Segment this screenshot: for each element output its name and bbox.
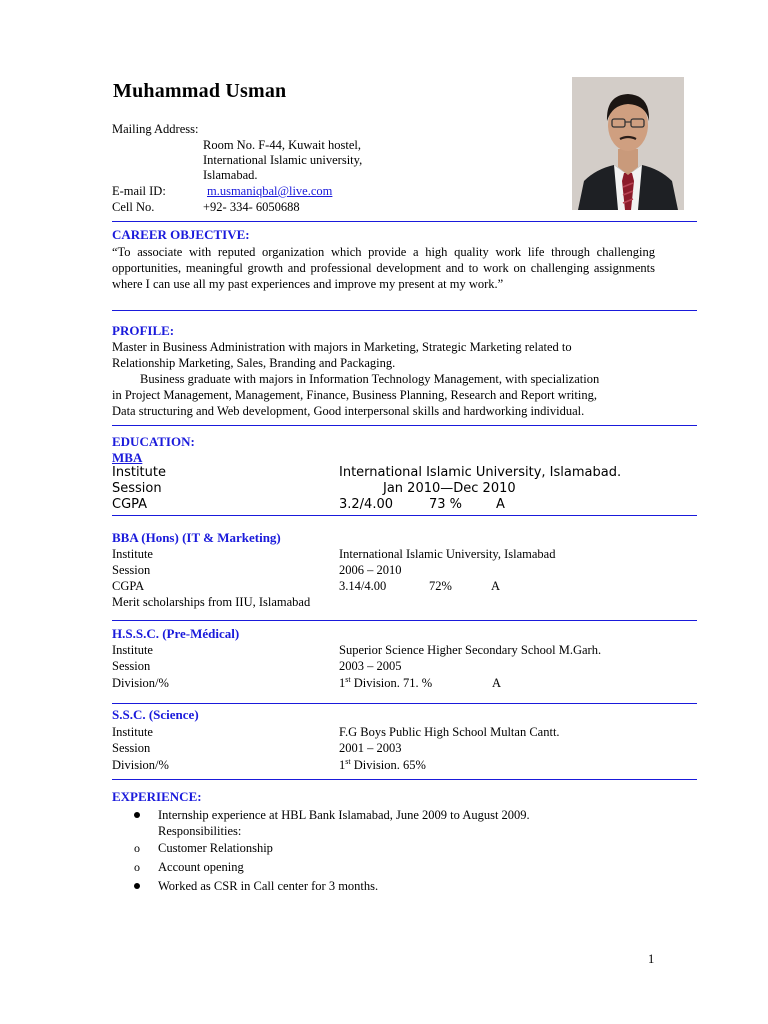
bba-percent: 72% xyxy=(429,579,452,593)
email-label: E-mail ID: xyxy=(112,184,166,198)
profile-line: in Project Management, Management, Finance, Business Planning, Research and Report writing, xyxy=(112,388,597,402)
education-heading: EDUCATION: xyxy=(112,434,195,449)
ssc-division-label: Division/% xyxy=(112,758,169,772)
hssc-grade: A xyxy=(492,676,502,690)
bba-scholarship-note: Merit scholarships from IIU, Islamabad xyxy=(112,595,311,609)
mailing-address-label: Mailing Address: xyxy=(112,122,199,136)
bba-cgpa: 3.14/4.00 xyxy=(339,579,387,593)
bba-institute: International Islamic University, Islamabad xyxy=(339,547,556,561)
address-line: Room No. F-44, Kuwait hostel, xyxy=(203,138,361,152)
mba-institute: International Islamic University, Islamabad. xyxy=(339,465,622,480)
career-objective-heading: CAREER OBJECTIVE: xyxy=(112,227,250,242)
email-link[interactable]: m.usmaniqbal@live.com xyxy=(207,184,333,198)
hssc-division-label: Division/% xyxy=(112,676,169,690)
circle-bullet-icon: o xyxy=(134,841,140,855)
cell-label: Cell No. xyxy=(112,200,155,214)
mba-grade: A xyxy=(496,497,505,512)
bba-institute-label: Institute xyxy=(112,547,153,561)
mba-cgpa: 3.2/4.00 xyxy=(339,497,393,512)
experience-item-sub: Responsibilities: xyxy=(158,824,242,838)
section-divider xyxy=(112,310,697,311)
mba-institute-label: Institute xyxy=(112,465,166,480)
hssc-session-label: Session xyxy=(112,659,151,673)
bba-cgpa-label: CGPA xyxy=(112,579,145,593)
section-divider xyxy=(112,515,697,516)
section-divider xyxy=(112,779,697,780)
division-number: 1 xyxy=(339,676,346,690)
hssc-division xyxy=(339,675,432,691)
section-divider xyxy=(112,703,697,704)
division-ordinal: st xyxy=(345,756,351,766)
hssc-institute: Superior Science Higher Secondary School M.Garh. xyxy=(339,643,602,657)
profile-line: Relationship Marketing, Sales, Branding and Packaging. xyxy=(112,356,396,370)
mba-session-label: Session xyxy=(112,481,162,496)
circle-bullet-icon: o xyxy=(134,860,140,874)
career-objective-text: “To associate with reputed organization which provide a high quality work life through challenging opportunities, meaningful growth and professional development and to work on challenging assignments where I can use all my past experiences and improve my present at my work.” xyxy=(112,245,655,291)
ssc-session: 2001 – 2003 xyxy=(339,741,402,755)
person-portrait-icon xyxy=(572,77,684,210)
bba-session-label: Session xyxy=(112,563,151,577)
candidate-name: Muhammad Usman xyxy=(113,80,287,102)
bba-title: BBA (Hons) (IT & Marketing) xyxy=(112,530,281,545)
mba-session: Jan 2010—Dec 2010 xyxy=(383,481,516,496)
hssc-institute-label: Institute xyxy=(112,643,153,657)
page-number: 1 xyxy=(648,952,655,966)
profile-line: Data structuring and Web development, Good interpersonal skills and hardworking individual. xyxy=(112,404,585,418)
experience-item: Worked as CSR in Call center for 3 months. xyxy=(158,879,379,893)
hssc-session: 2003 – 2005 xyxy=(339,659,402,673)
bba-grade: A xyxy=(491,579,501,593)
hssc-title: H.S.S.C. (Pre-Médical) xyxy=(112,626,240,641)
experience-heading: EXPERIENCE: xyxy=(112,789,202,804)
mba-cgpa-label: CGPA xyxy=(112,497,148,512)
profile-line: Business graduate with majors in Information Technology Management, with specialization xyxy=(140,372,600,386)
section-divider xyxy=(112,425,697,426)
bba-session: 2006 – 2010 xyxy=(339,563,402,577)
division-text: Division. 71. % xyxy=(350,676,433,690)
address-line: Islamabad. xyxy=(203,168,258,182)
profile-heading: PROFILE: xyxy=(112,323,175,338)
responsibility-item: Customer Relationship xyxy=(158,841,273,855)
mba-title: MBA xyxy=(112,450,143,465)
ssc-institute-label: Institute xyxy=(112,725,153,739)
section-divider xyxy=(112,620,697,621)
division-text: Division. 65% xyxy=(350,758,426,772)
ssc-session-label: Session xyxy=(112,741,151,755)
responsibility-item: Account opening xyxy=(158,860,244,874)
division-ordinal: st xyxy=(345,674,351,684)
address-line: International Islamic university, xyxy=(203,153,363,167)
ssc-title: S.S.C. (Science) xyxy=(112,707,199,722)
ssc-division xyxy=(339,757,426,773)
cell-number: +92- 334- 6050688 xyxy=(203,200,300,214)
bullet-icon xyxy=(134,883,140,889)
section-divider xyxy=(112,221,697,222)
division-number: 1 xyxy=(339,758,346,772)
profile-photo xyxy=(572,77,684,210)
mba-percent: 73 % xyxy=(429,497,463,512)
profile-line: Master in Business Administration with majors in Marketing, Strategic Marketing related to xyxy=(112,340,572,354)
ssc-institute: F.G Boys Public High School Multan Cantt. xyxy=(339,725,560,739)
bullet-icon xyxy=(134,812,140,818)
experience-item: Internship experience at HBL Bank Islamabad, June 2009 to August 2009. xyxy=(158,808,530,822)
